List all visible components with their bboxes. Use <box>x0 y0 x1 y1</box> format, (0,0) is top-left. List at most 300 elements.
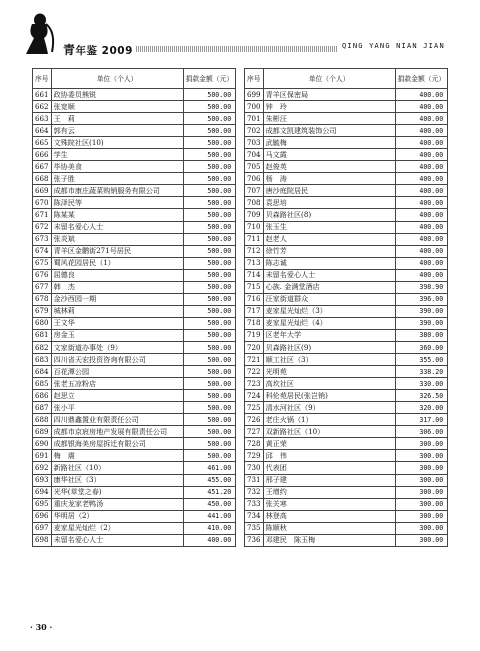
unit-cell: 文殊院社区(10) <box>51 137 183 149</box>
table-row <box>245 101 448 113</box>
seq-cell: 675 <box>33 257 52 269</box>
amount-cell: 500.00 <box>183 366 236 378</box>
seq-cell: 668 <box>33 173 52 185</box>
unit-cell: 钟 玲 <box>263 101 395 113</box>
seq-cell: 717 <box>245 305 264 317</box>
unit-cell: 蜀风花园居民（1） <box>51 257 183 269</box>
unit-cell: 新路社区（10） <box>51 462 183 474</box>
table-row <box>245 317 448 329</box>
unit-cell: 重庆龙家老鸭汤 <box>51 498 183 510</box>
seq-cell: 723 <box>245 378 264 390</box>
seq-cell: 708 <box>245 197 264 209</box>
amount-cell: 500.00 <box>183 161 236 173</box>
seq-cell: 673 <box>33 233 52 245</box>
table-row <box>33 257 236 269</box>
table-row <box>33 474 236 486</box>
amount-cell: 326.50 <box>395 390 448 402</box>
table-row <box>245 498 448 510</box>
seq-cell: 682 <box>33 341 52 353</box>
amount-cell: 500.00 <box>183 209 236 221</box>
amount-cell: 500.00 <box>183 185 236 197</box>
seq-cell: 701 <box>245 113 264 125</box>
table-row <box>245 534 448 546</box>
unit-cell: 代表团 <box>263 462 395 474</box>
seq-cell: 670 <box>33 197 52 209</box>
seq-cell: 724 <box>245 390 264 402</box>
table-row <box>33 329 236 341</box>
unit-cell: 成都市康庄蔬菜购销服务有限公司 <box>51 185 183 197</box>
unit-cell: 陈泽民等 <box>51 197 183 209</box>
seq-cell: 681 <box>33 329 52 341</box>
table-row <box>33 293 236 305</box>
amount-cell: 338.20 <box>395 366 448 378</box>
table-row <box>245 185 448 197</box>
amount-cell: 300.00 <box>395 474 448 486</box>
amount-cell: 500.00 <box>183 101 236 113</box>
seq-cell: 697 <box>33 522 52 534</box>
amount-cell: 500.00 <box>183 197 236 209</box>
amount-cell: 300.00 <box>395 522 448 534</box>
table-row <box>245 426 448 438</box>
amount-cell: 441.00 <box>183 510 236 522</box>
seq-cell: 729 <box>245 450 264 462</box>
unit-cell: 学生 <box>51 149 183 161</box>
unit-cell: 心族. 金满堂酒店 <box>263 281 395 293</box>
seq-cell: 663 <box>33 113 52 125</box>
amount-cell: 300.00 <box>395 510 448 522</box>
amount-cell: 400.00 <box>183 534 236 546</box>
table-row <box>245 125 448 137</box>
seq-cell: 678 <box>33 293 52 305</box>
amount-cell: 400.00 <box>395 149 448 161</box>
unit-cell: 成都文凯建筑装饰公司 <box>263 125 395 137</box>
seq-cell: 713 <box>245 257 264 269</box>
table-row <box>33 498 236 510</box>
amount-cell: 300.00 <box>395 438 448 450</box>
woman-silhouette-logo <box>18 12 64 56</box>
header-pinyin: QING YANG NIAN JIAN <box>342 42 445 50</box>
table-row <box>33 89 236 101</box>
amount-cell: 500.00 <box>183 402 236 414</box>
seq-cell: 736 <box>245 534 264 546</box>
amount-cell: 500.00 <box>183 89 236 101</box>
unit-cell: 邓建民 陈玉梅 <box>263 534 395 546</box>
amount-cell: 320.00 <box>395 402 448 414</box>
table-row <box>245 221 448 233</box>
amount-cell: 398.90 <box>395 281 448 293</box>
table-row <box>245 366 448 378</box>
table-row <box>33 462 236 474</box>
amount-cell: 500.00 <box>183 149 236 161</box>
table-row <box>245 354 448 366</box>
table-row <box>33 378 236 390</box>
amount-cell: 306.00 <box>395 426 448 438</box>
table-row <box>33 209 236 221</box>
seq-cell: 711 <box>245 233 264 245</box>
unit-cell: 张宽顺 <box>51 101 183 113</box>
unit-cell: 唐沙庭院居民 <box>263 185 395 197</box>
header-decorative-bar <box>136 46 338 52</box>
seq-cell: 664 <box>33 125 52 137</box>
table-row <box>33 414 236 426</box>
seq-cell: 712 <box>245 245 264 257</box>
unit-cell: 四川省天宏投资咨询有限公司 <box>51 354 183 366</box>
amount-cell: 500.00 <box>183 438 236 450</box>
seq-cell: 667 <box>33 161 52 173</box>
amount-cell: 500.00 <box>183 245 236 257</box>
seq-cell: 686 <box>33 390 52 402</box>
unit-cell: 陈某某 <box>51 209 183 221</box>
seq-cell: 692 <box>33 462 52 474</box>
amount-cell: 500.00 <box>183 305 236 317</box>
unit-cell: 麦家星光灿烂（4） <box>263 317 395 329</box>
table-row <box>33 149 236 161</box>
table-row <box>245 329 448 341</box>
unit-cell: 文家街道办事处（9） <box>51 341 183 353</box>
seq-cell: 705 <box>245 161 264 173</box>
table-row <box>33 113 236 125</box>
seq-cell: 684 <box>33 366 52 378</box>
amount-column-header: 捐款金额（元） <box>395 69 448 89</box>
unit-cell: 王 莉 <box>51 113 183 125</box>
table-row <box>33 510 236 522</box>
unit-cell: 梅 震 <box>51 450 183 462</box>
amount-cell: 400.00 <box>395 125 448 137</box>
seq-cell: 671 <box>33 209 52 221</box>
table-row <box>245 281 448 293</box>
amount-cell: 400.00 <box>395 137 448 149</box>
amount-cell: 451.20 <box>183 486 236 498</box>
amount-cell: 400.00 <box>395 269 448 281</box>
unit-cell: 青羊区保密局 <box>263 89 395 101</box>
table-row <box>33 534 236 546</box>
table-row <box>245 414 448 426</box>
seq-cell: 706 <box>245 173 264 185</box>
table-header-row <box>33 69 236 89</box>
seq-cell: 699 <box>245 89 264 101</box>
seq-cell: 733 <box>245 498 264 510</box>
unit-cell: 贝森路社区(9) <box>263 341 395 353</box>
amount-cell: 500.00 <box>183 173 236 185</box>
table-row <box>33 438 236 450</box>
table-row <box>245 522 448 534</box>
unit-cell: 金沙西园一期 <box>51 293 183 305</box>
donation-table-right <box>244 68 448 547</box>
unit-cell: 邱 伟 <box>263 450 395 462</box>
table-row <box>33 281 236 293</box>
table-row <box>245 257 448 269</box>
seq-cell: 679 <box>33 305 52 317</box>
unit-cell: 张子胜 <box>51 173 183 185</box>
seq-cell: 722 <box>245 366 264 378</box>
unit-cell: 邢子建 <box>263 474 395 486</box>
seq-cell: 731 <box>245 474 264 486</box>
amount-cell: 380.00 <box>395 329 448 341</box>
table-row <box>33 269 236 281</box>
table-row <box>245 462 448 474</box>
amount-cell: 300.00 <box>395 462 448 474</box>
unit-cell: 韩 杰 <box>51 281 183 293</box>
amount-cell: 300.00 <box>395 534 448 546</box>
table-row <box>33 402 236 414</box>
table-row <box>245 113 448 125</box>
table-row <box>245 209 448 221</box>
unit-cell: 贝森路社区(8) <box>263 209 395 221</box>
seq-cell: 715 <box>245 281 264 293</box>
amount-cell: 400.00 <box>395 161 448 173</box>
amount-cell: 500.00 <box>183 426 236 438</box>
unit-column-header: 单位（个人） <box>263 69 395 89</box>
table-row <box>33 341 236 353</box>
seq-cell: 730 <box>245 462 264 474</box>
unit-cell: 陈顺秋 <box>263 522 395 534</box>
amount-cell: 400.00 <box>395 221 448 233</box>
seq-cell: 674 <box>33 245 52 257</box>
amount-cell: 500.00 <box>183 125 236 137</box>
table-row <box>33 221 236 233</box>
unit-cell: 王文华 <box>51 317 183 329</box>
amount-cell: 300.00 <box>395 450 448 462</box>
amount-cell: 390.00 <box>395 317 448 329</box>
seq-cell: 727 <box>245 426 264 438</box>
unit-cell: 徐竹芳 <box>263 245 395 257</box>
table-row <box>33 245 236 257</box>
table-row <box>245 245 448 257</box>
seq-cell: 720 <box>245 341 264 353</box>
seq-cell: 669 <box>33 185 52 197</box>
unit-cell: 武毓梅 <box>263 137 395 149</box>
amount-cell: 400.00 <box>395 185 448 197</box>
seq-cell: 728 <box>245 438 264 450</box>
unit-cell: 毕协美食 <box>51 161 183 173</box>
table-row <box>33 354 236 366</box>
seq-cell: 661 <box>33 89 52 101</box>
unit-cell: 马文霞 <box>263 149 395 161</box>
table-row <box>245 197 448 209</box>
amount-cell: 500.00 <box>183 378 236 390</box>
seq-cell: 693 <box>33 474 52 486</box>
unit-cell: 杨 涛 <box>263 173 395 185</box>
unit-cell: 麦家星光灿烂（2） <box>51 522 183 534</box>
unit-cell: 区老年大学 <box>263 329 395 341</box>
amount-cell: 500.00 <box>183 390 236 402</box>
table-row <box>245 89 448 101</box>
seq-cell: 690 <box>33 438 52 450</box>
seq-cell: 703 <box>245 137 264 149</box>
unit-cell: 张玉生 <box>263 221 395 233</box>
unit-cell: 房金玉 <box>51 329 183 341</box>
seq-cell: 688 <box>33 414 52 426</box>
unit-cell: 赵思立 <box>51 390 183 402</box>
donation-table-left <box>32 68 236 547</box>
seq-cell: 683 <box>33 354 52 366</box>
unit-cell: 城林莉 <box>51 305 183 317</box>
unit-cell: 成都银海美房屋拆迁有限公司 <box>51 438 183 450</box>
seq-cell: 721 <box>245 354 264 366</box>
table-row <box>33 233 236 245</box>
seq-column-header: 序号 <box>245 69 264 89</box>
seq-cell: 726 <box>245 414 264 426</box>
amount-cell: 317.00 <box>395 414 448 426</box>
amount-cell: 500.00 <box>183 329 236 341</box>
table-row <box>245 269 448 281</box>
amount-cell: 400.00 <box>395 233 448 245</box>
table-row <box>33 366 236 378</box>
amount-cell: 500.00 <box>183 113 236 125</box>
seq-cell: 665 <box>33 137 52 149</box>
table-row <box>33 426 236 438</box>
table-row <box>33 522 236 534</box>
unit-cell: 朱彬汪 <box>263 113 395 125</box>
seq-cell: 695 <box>33 498 52 510</box>
unit-cell: 百花潭公园 <box>51 366 183 378</box>
unit-cell: 双新路社区（10） <box>263 426 395 438</box>
seq-cell: 718 <box>245 317 264 329</box>
seq-cell: 725 <box>245 402 264 414</box>
unit-cell: 科伦苑居民(张岂销) <box>263 390 395 402</box>
amount-cell: 355.00 <box>395 354 448 366</box>
yearbook-title: 青年鉴 2009 <box>63 43 133 57</box>
amount-cell: 500.00 <box>183 293 236 305</box>
table-row <box>33 125 236 137</box>
table-row <box>245 474 448 486</box>
unit-cell: 四川鼎鑫置业有限责任公司 <box>51 414 183 426</box>
table-header-row <box>245 69 448 89</box>
table-row <box>33 197 236 209</box>
seq-cell: 704 <box>245 149 264 161</box>
unit-cell: 老庄火锅（1） <box>263 414 395 426</box>
table-row <box>245 149 448 161</box>
table-row <box>245 486 448 498</box>
amount-cell: 500.00 <box>183 354 236 366</box>
table-row <box>245 438 448 450</box>
seq-cell: 687 <box>33 402 52 414</box>
amount-cell: 500.00 <box>183 450 236 462</box>
amount-cell: 400.00 <box>395 173 448 185</box>
seq-column-header: 序号 <box>33 69 52 89</box>
unit-cell: 张关寒 <box>263 498 395 510</box>
table-row <box>245 341 448 353</box>
amount-cell: 400.00 <box>395 257 448 269</box>
seq-cell: 732 <box>245 486 264 498</box>
unit-cell: 未留名爱心人士 <box>51 221 183 233</box>
seq-cell: 666 <box>33 149 52 161</box>
table-row <box>245 390 448 402</box>
amount-cell: 300.00 <box>395 486 448 498</box>
unit-cell: 成都市京宸房地产发展有限责任公司 <box>51 426 183 438</box>
seq-cell: 676 <box>33 269 52 281</box>
seq-cell: 691 <box>33 450 52 462</box>
unit-cell: 袁思培 <box>263 197 395 209</box>
unit-cell: 光华(草堂之春) <box>51 486 183 498</box>
seq-cell: 696 <box>33 510 52 522</box>
amount-cell: 500.00 <box>183 137 236 149</box>
table-row <box>33 161 236 173</box>
unit-cell: 黄正荣 <box>263 438 395 450</box>
seq-cell: 710 <box>245 221 264 233</box>
table-row <box>33 173 236 185</box>
unit-cell: 康华社区（3） <box>51 474 183 486</box>
amount-cell: 400.00 <box>395 101 448 113</box>
table-row <box>33 486 236 498</box>
unit-cell: 张炎斌 <box>51 233 183 245</box>
amount-cell: 400.00 <box>395 113 448 125</box>
amount-cell: 390.00 <box>395 305 448 317</box>
seq-cell: 685 <box>33 378 52 390</box>
seq-cell: 714 <box>245 269 264 281</box>
unit-cell: 郭有云 <box>51 125 183 137</box>
table-row <box>245 161 448 173</box>
amount-cell: 455.00 <box>183 474 236 486</box>
seq-cell: 735 <box>245 522 264 534</box>
unit-cell: 王增约 <box>263 486 395 498</box>
table-row <box>245 305 448 317</box>
unit-cell: 张小平 <box>51 402 183 414</box>
unit-cell: 陈志诚 <box>263 257 395 269</box>
amount-cell: 330.00 <box>395 378 448 390</box>
amount-cell: 400.00 <box>395 209 448 221</box>
unit-cell: 顺工社区（3） <box>263 354 395 366</box>
table-row <box>33 101 236 113</box>
amount-column-header: 捐款金额（元） <box>183 69 236 89</box>
table-row <box>33 185 236 197</box>
amount-cell: 500.00 <box>183 341 236 353</box>
seq-cell: 702 <box>245 125 264 137</box>
seq-cell: 707 <box>245 185 264 197</box>
amount-cell: 450.00 <box>183 498 236 510</box>
amount-cell: 500.00 <box>183 281 236 293</box>
amount-cell: 500.00 <box>183 257 236 269</box>
amount-cell: 410.00 <box>183 522 236 534</box>
table-row <box>33 317 236 329</box>
seq-cell: 677 <box>33 281 52 293</box>
unit-cell: 未留名爱心人士 <box>51 534 183 546</box>
seq-cell: 672 <box>33 221 52 233</box>
unit-column-header: 单位（个人） <box>51 69 183 89</box>
table-row <box>245 173 448 185</box>
seq-cell: 689 <box>33 426 52 438</box>
amount-cell: 500.00 <box>183 233 236 245</box>
amount-cell: 400.00 <box>395 197 448 209</box>
amount-cell: 500.00 <box>183 269 236 281</box>
amount-cell: 360.00 <box>395 341 448 353</box>
amount-cell: 400.00 <box>395 245 448 257</box>
unit-cell: 未留名爱心人士 <box>263 269 395 281</box>
amount-cell: 300.00 <box>395 498 448 510</box>
seq-cell: 698 <box>33 534 52 546</box>
unit-cell: 张老五凉粉店 <box>51 378 183 390</box>
table-row <box>245 378 448 390</box>
table-row <box>33 450 236 462</box>
page-number: · 30 · <box>30 622 53 632</box>
amount-cell: 500.00 <box>183 317 236 329</box>
seq-cell: 709 <box>245 209 264 221</box>
seq-cell: 700 <box>245 101 264 113</box>
seq-cell: 734 <box>245 510 264 522</box>
seq-cell: 680 <box>33 317 52 329</box>
table-row <box>33 305 236 317</box>
amount-cell: 400.00 <box>395 89 448 101</box>
table-row <box>245 233 448 245</box>
unit-cell: 华明居（2） <box>51 510 183 522</box>
seq-cell: 716 <box>245 293 264 305</box>
table-row <box>245 450 448 462</box>
unit-cell: 赵老人 <box>263 233 395 245</box>
table-row <box>245 510 448 522</box>
table-row <box>245 293 448 305</box>
unit-cell: 林登高 <box>263 510 395 522</box>
table-row <box>245 402 448 414</box>
